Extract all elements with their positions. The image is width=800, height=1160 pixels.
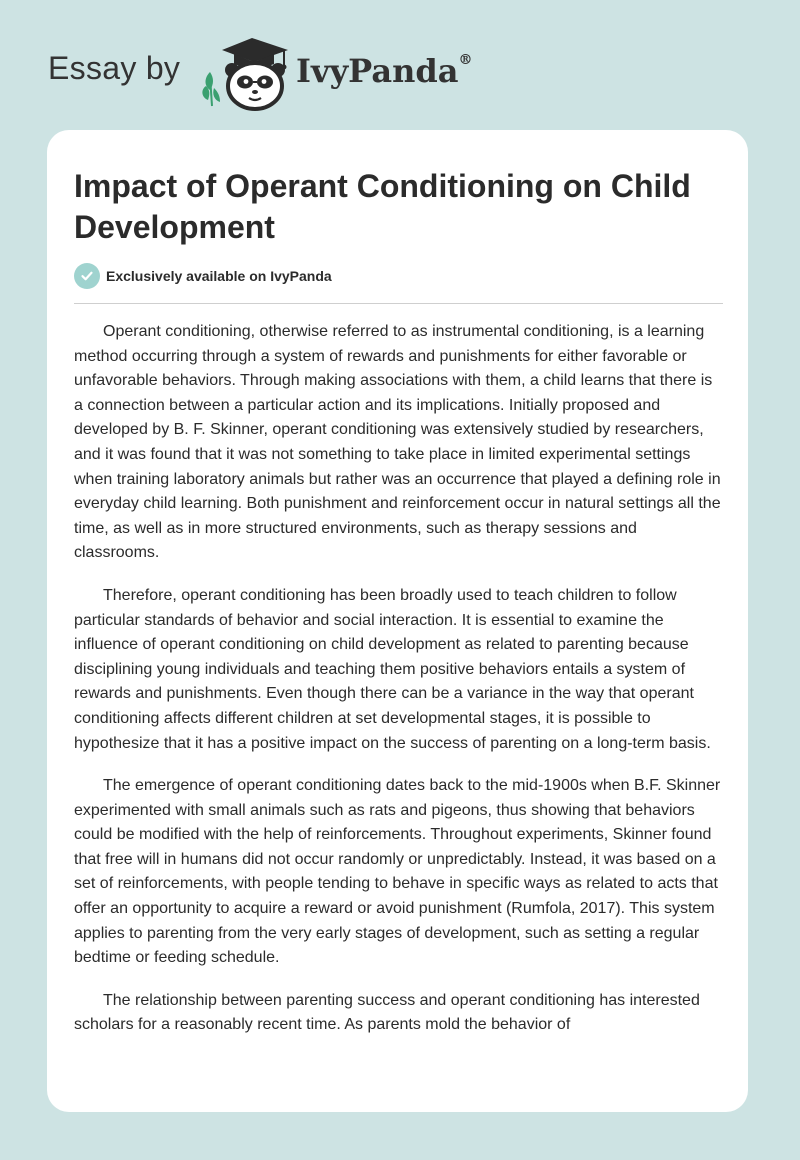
site-header [0, 0, 800, 130]
exclusive-badge [74, 263, 332, 289]
essay-card [47, 130, 748, 1112]
check-circle-icon [74, 263, 100, 289]
essay-paragraph: Operant conditioning, otherwise referred to as instrumental conditioning, is a learning method occurring through a system of rewards and punishments for either favorable or unfavorable behaviors. Through making associations with them, a child learns that there is a connection between a particular action and its implications. Initially proposed and developed by B. F. Skinner, operant conditioning was extensively studied by researchers, and it was found that it was not something to take place in limited experimental settings when training laboratory animals but rather was an occurrence that played a defining role in everyday child learning. Both punishment and reinforcement occur in natural settings all the time, as well as in more structured environments, such as therapy sessions and classrooms. [74, 323, 721, 562]
essay-paragraph: Therefore, operant conditioning has been broadly used to teach children to follow particular standards of behavior and social interaction. It is essential to examine the influence of operant conditioning on child development as related to parenting because disciplining young individuals and teaching them positive behaviors entails a system of rewards and punishments. Even though there can be a variance in the way that operant conditioning affects different children at set developmental stages, it is possible to hypothesize that it has a positive impact on the success of parenting on a long-term basis. [74, 586, 711, 752]
exclusive-badge-label: Exclusively available on IvyPanda [106, 268, 332, 284]
brand-name-text: IvyPanda [296, 52, 459, 90]
essay-paragraph: The relationship between parenting success and operant conditioning has interested scholars for a reasonably recent time. As parents mold the behavior of [74, 991, 700, 1034]
essay-title: Impact of Operant Conditioning on Child Development [74, 168, 691, 245]
brand-name[interactable] [296, 52, 472, 90]
registered-mark: ® [458, 52, 473, 69]
panda-logo-icon[interactable] [200, 36, 292, 112]
essay-body [74, 320, 723, 1056]
ivy-leaf-icon [202, 72, 220, 106]
panda-head-icon [225, 63, 285, 109]
title-divider [74, 303, 723, 304]
essay-by-label: Essay by [48, 50, 181, 86]
essay-paragraph: The emergence of operant conditioning dates back to the mid-1900s when B.F. Skinner experimented with small animals such as rats and pigeons, thus showing that behaviors could be modified with the help of reinforcements. Throughout experiments, Skinner found that free will in humans did not occur randomly or unpredictably. Instead, it was based on a set of reinforcements, with people tending to behave in specific ways as related to acts that offer an opportunity to acquire a reward or avoid punishment (Rumfola, 2017). This system applies to parenting from the very early stages of development, such as setting a regular bedtime or feeding schedule. [74, 777, 721, 967]
